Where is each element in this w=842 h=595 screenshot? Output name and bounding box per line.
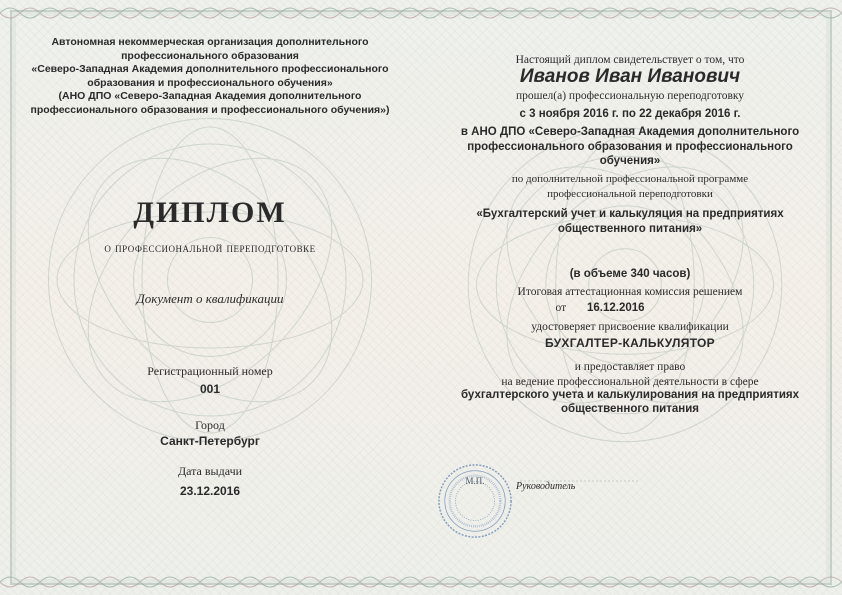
activity-line: общественного питания bbox=[561, 402, 699, 415]
qualification: БУХГАЛТЕР-КАЛЬКУЛЯТОР bbox=[545, 336, 715, 350]
registration-number: 001 bbox=[199, 382, 221, 396]
city-value: Санкт-Петербург bbox=[160, 434, 260, 448]
org-line: Автономная некоммерческая организация дополнительного bbox=[51, 36, 369, 48]
guilloche-border-top bbox=[0, 0, 842, 26]
org-line: «Северо-Западная Академия дополнительного профессионального bbox=[31, 63, 389, 75]
city-label: Город bbox=[195, 418, 225, 432]
org-line: профессионального образования и профессионального обучения») bbox=[30, 103, 390, 116]
stamp-label: М.П. bbox=[465, 476, 485, 486]
study-period: с 3 ноября 2016 г. по 22 декабря 2016 г. bbox=[519, 108, 741, 120]
issue-date-label: Дата выдачи bbox=[177, 464, 243, 478]
program-description bbox=[440, 172, 820, 202]
round-stamp-icon bbox=[436, 462, 514, 540]
head-signature-label: Руководитель bbox=[516, 481, 576, 492]
program-title bbox=[440, 207, 820, 236]
rosette-left-icon bbox=[40, 110, 380, 450]
intro-text: Настоящий диплом свидетельствует о том, что bbox=[515, 54, 745, 66]
from-label: от bbox=[555, 302, 567, 314]
org-line: в АНО ДПО «Северо-Западная Академия дополнительного bbox=[460, 126, 800, 138]
program-title-line: общественного питания» bbox=[557, 222, 703, 235]
issue-date-value: 23.12.2016 bbox=[179, 484, 241, 498]
guilloche-border-bottom bbox=[0, 569, 842, 595]
commission-text: Итоговая аттестационная комиссия решением bbox=[517, 286, 743, 298]
activity-area bbox=[440, 389, 820, 416]
training-organization bbox=[440, 125, 820, 169]
program-hours: (в объеме 340 часов) bbox=[569, 268, 691, 280]
org-line: профессионального образования и профессионального bbox=[467, 140, 793, 153]
signature-line bbox=[520, 473, 640, 483]
org-line: образования и профессионального обучения» bbox=[87, 76, 333, 89]
org-line: профессионального образования bbox=[121, 49, 299, 62]
decision-date-row bbox=[440, 302, 820, 314]
activity-line: на ведение профессиональной деятельности в сфере bbox=[501, 376, 759, 388]
org-line: (АНО ДПО «Северо-Западная Академия дополнительного bbox=[58, 90, 362, 102]
recipient-name: Иванов Иван Иванович bbox=[519, 66, 741, 87]
document-type: Документ о квалификации bbox=[136, 291, 284, 306]
registration-label: Регистрационный номер bbox=[147, 364, 273, 378]
document-title: ДИПЛОМ bbox=[133, 196, 287, 229]
program-line: по дополнительной профессиональной программе bbox=[511, 173, 749, 185]
document-subtitle: о профессиональной переподготовке bbox=[104, 240, 316, 255]
org-line: обучения» bbox=[599, 155, 661, 167]
passed-text: прошел(а) профессиональную переподготовку bbox=[515, 90, 745, 102]
certifies-text: удостоверяет присвоение квалификации bbox=[531, 321, 729, 333]
program-line: профессиональной переподготовки bbox=[547, 188, 713, 200]
decision-date: 16.12.2016 bbox=[586, 302, 645, 314]
grants-right-text: и предоставляет право bbox=[574, 361, 686, 373]
issuing-organization bbox=[20, 36, 400, 117]
program-title-line: «Бухгалтерский учет и калькуляция на предприятиях bbox=[476, 208, 784, 220]
activity-line: бухгалтерского учета и калькулирования на предприятиях bbox=[460, 389, 800, 401]
